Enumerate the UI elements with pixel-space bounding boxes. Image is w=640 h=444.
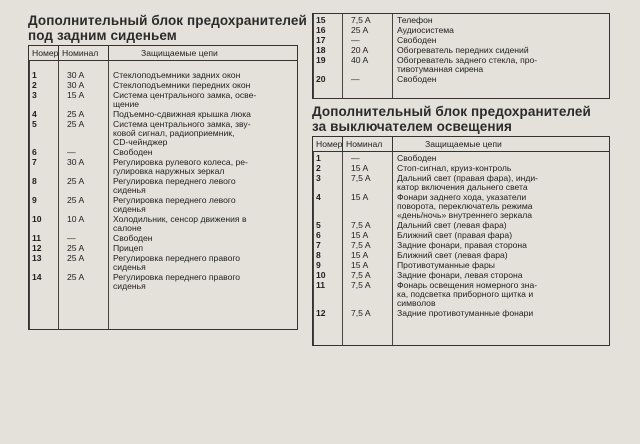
- table-row: [29, 81, 297, 90]
- circuit-line: Свободен: [397, 35, 437, 45]
- circuit-line: катор включения дальнего света: [397, 182, 528, 192]
- fuse-rating: 7,5 A: [351, 15, 371, 25]
- fuse-circuits: [393, 75, 609, 84]
- fuse-rating: 25 A: [67, 195, 85, 205]
- fuse-circuits: [109, 158, 297, 176]
- fuse-number: 5: [316, 220, 321, 230]
- fuse-rating: —: [67, 233, 76, 243]
- fuse-rating: 15 A: [351, 260, 369, 270]
- circuit-line: тивотуманная сирена: [397, 64, 484, 74]
- right-section-title: [312, 104, 612, 134]
- table-row: [313, 251, 609, 260]
- circuit-line: Телефон: [397, 15, 433, 25]
- fuse-circuits: [393, 36, 609, 45]
- fuse-number: 9: [32, 195, 37, 205]
- table-row: [29, 71, 297, 80]
- circuit-line: Аудиосистема: [397, 25, 454, 35]
- fuse-circuits: [109, 81, 297, 90]
- circuit-line: сиденья: [113, 262, 146, 272]
- fuse-circuits: [109, 244, 297, 253]
- circuit-line: гулировка наружных зеркал: [113, 166, 225, 176]
- circuit-line: Регулировка переднего левого: [113, 195, 236, 205]
- fuse-circuits: [393, 26, 609, 35]
- fuse-number: 10: [316, 270, 326, 280]
- table-row: [313, 193, 609, 220]
- table-row: [29, 91, 297, 109]
- circuit-line: Прицеп: [113, 243, 144, 253]
- table-row: [29, 254, 297, 272]
- fuse-rating: —: [351, 74, 360, 84]
- circuit-line: Стеклоподъемники задних окон: [113, 70, 241, 80]
- table-row: [313, 26, 609, 35]
- fuse-circuits: [109, 71, 297, 80]
- circuit-line: сиденья: [113, 185, 146, 195]
- header-rating: Номинал: [59, 46, 109, 60]
- table-row: [29, 120, 297, 147]
- table-row: [313, 261, 609, 270]
- fuse-circuits: [393, 56, 609, 74]
- circuit-line: Ближний свет (левая фара): [397, 250, 508, 260]
- fuse-circuits: [109, 91, 297, 109]
- fuse-circuits: [393, 261, 609, 270]
- circuit-line: Холодильник, сенсор движения в: [113, 214, 247, 224]
- fuse-circuits: [109, 234, 297, 243]
- table-row: [29, 234, 297, 243]
- circuit-line: Дальний свет (левая фара): [397, 220, 507, 230]
- right-table-header: [312, 136, 610, 152]
- circuit-line: Обогреватель заднего стекла, про-: [397, 55, 538, 65]
- table-row: [313, 271, 609, 280]
- fuse-circuits: [393, 46, 609, 55]
- fuse-number: 15: [316, 15, 326, 25]
- header-number: Номер: [313, 137, 343, 151]
- fuse-number: 9: [316, 260, 321, 270]
- circuit-line: Подъемно-сдвижная крышка люка: [113, 109, 251, 119]
- circuit-line: Регулировка переднего правого: [113, 253, 241, 263]
- table-row: [29, 196, 297, 214]
- table-row: [313, 241, 609, 250]
- circuit-line: поворота, переключатель режима: [397, 201, 533, 211]
- right-title-line1: Дополнительный блок предохранителей: [312, 104, 591, 119]
- circuit-line: Задние фонари, правая сторона: [397, 240, 527, 250]
- fuse-number: 6: [32, 147, 37, 157]
- fuse-number: 2: [32, 80, 37, 90]
- circuit-line: символов: [397, 298, 436, 308]
- circuit-line: Фонари заднего хода, указатели: [397, 192, 527, 202]
- fuse-number: 12: [316, 308, 326, 318]
- fuse-rating: 25 A: [67, 109, 85, 119]
- fuse-circuits: [393, 193, 609, 220]
- fuse-number: 7: [32, 157, 37, 167]
- table-row: [29, 215, 297, 233]
- circuit-line: Ближний свет (правая фара): [397, 230, 513, 240]
- table-row: [313, 75, 609, 84]
- fuse-number: 1: [316, 153, 321, 163]
- circuit-line: салоне: [113, 223, 142, 233]
- fuse-circuits: [393, 251, 609, 260]
- circuit-line: Свободен: [113, 233, 153, 243]
- table-row: [29, 177, 297, 195]
- header-rating: Номинал: [343, 137, 393, 151]
- circuit-line: Обогреватель передних сидений: [397, 45, 529, 55]
- fuse-number: 2: [316, 163, 321, 173]
- fuse-circuits: [393, 271, 609, 280]
- fuse-circuits: [393, 309, 609, 318]
- circuit-line: Задние фонари, левая сторона: [397, 270, 523, 280]
- table-row: [313, 56, 609, 74]
- fuse-circuits: [393, 16, 609, 25]
- fuse-rating: 7,5 A: [351, 220, 371, 230]
- circuit-line: Свободен: [113, 147, 153, 157]
- circuit-line: ка, подсветка приборного щитка и: [397, 289, 534, 299]
- fuse-number: 18: [316, 45, 326, 55]
- circuit-line: Система центрального замка, осве-: [113, 90, 257, 100]
- circuit-line: щение: [113, 99, 140, 109]
- header-circuits: Защищаемые цепи: [425, 138, 502, 149]
- circuit-line: Стеклоподъемники передних окон: [113, 80, 251, 90]
- table-row: [29, 148, 297, 157]
- circuit-line: Свободен: [397, 74, 437, 84]
- header-number: Номер: [29, 46, 59, 60]
- circuit-line: Свободен: [397, 153, 437, 163]
- circuit-line: Дальний свет (правая фара), инди-: [397, 173, 539, 183]
- fuse-circuits: [109, 177, 297, 195]
- circuit-line: Противотуманные фары: [397, 260, 495, 270]
- circuit-line: Задние противотуманные фонари: [397, 308, 534, 318]
- fuse-circuits: [109, 120, 297, 147]
- fuse-rating: —: [351, 153, 360, 163]
- fuse-rating: 7,5 A: [351, 173, 371, 183]
- circuit-line: сиденья: [113, 281, 146, 291]
- circuit-line: Регулировка переднего левого: [113, 176, 236, 186]
- fuse-circuits: [393, 164, 609, 173]
- fuse-rating: 15 A: [67, 90, 85, 100]
- table-row: [313, 164, 609, 173]
- fuse-number: 13: [32, 253, 42, 263]
- fuse-number: 19: [316, 55, 326, 65]
- fuse-number: 5: [32, 119, 37, 129]
- circuit-line: Регулировка переднего правого: [113, 272, 241, 282]
- table-row: [313, 46, 609, 55]
- table-row: [29, 244, 297, 253]
- fuse-rating: 25 A: [67, 272, 85, 282]
- fuse-circuits: [393, 281, 609, 308]
- left-title-line1: Дополнительный блок предохранителей: [28, 13, 307, 28]
- fuse-number: 16: [316, 25, 326, 35]
- fuse-rating: 15 A: [351, 230, 369, 240]
- circuit-line: «день/ночь» внутреннего зеркала: [397, 210, 533, 220]
- fuse-circuits: [393, 221, 609, 230]
- fuse-circuits: [109, 215, 297, 233]
- fuse-circuits: [393, 174, 609, 192]
- fuse-rating: —: [351, 35, 360, 45]
- fuse-circuits: [109, 196, 297, 214]
- fuse-number: 14: [32, 272, 42, 282]
- fuse-circuits: [109, 110, 297, 119]
- fuse-rating: 15 A: [351, 250, 369, 260]
- circuit-line: сиденья: [113, 204, 146, 214]
- fuse-circuits: [393, 154, 609, 163]
- table-row: [313, 309, 609, 318]
- table-row: [313, 16, 609, 25]
- fuse-rating: 25 A: [67, 253, 85, 263]
- table-row: [313, 36, 609, 45]
- fuse-rating: 25 A: [67, 176, 85, 186]
- right-table-body: [312, 152, 610, 346]
- circuit-line: ковой сигнал, радиоприемник,: [113, 128, 235, 138]
- fuse-number: 20: [316, 74, 326, 84]
- continued-table-body: [312, 13, 610, 99]
- fuse-number: 4: [316, 192, 321, 202]
- fuse-number: 7: [316, 240, 321, 250]
- fuse-rating: 25 A: [67, 119, 85, 129]
- fuse-number: 17: [316, 35, 326, 45]
- table-row: [313, 231, 609, 240]
- fuse-number: 3: [32, 90, 37, 100]
- table-row: [313, 174, 609, 192]
- fuse-circuits: [393, 241, 609, 250]
- circuit-line: Фонарь освещения номерного зна-: [397, 280, 538, 290]
- fuse-circuits: [109, 273, 297, 291]
- header-circuits: Защищаемые цепи: [141, 47, 218, 58]
- table-row: [29, 110, 297, 119]
- left-section-title: [28, 13, 308, 43]
- right-fuse-table: [312, 136, 610, 346]
- right-title-line2: за выключателем освещения: [312, 119, 512, 134]
- fuse-rating: 7,5 A: [351, 240, 371, 250]
- left-fuse-table: [28, 45, 298, 330]
- fuse-circuits: [393, 231, 609, 240]
- fuse-rating: 25 A: [67, 243, 85, 253]
- fuse-rating: 25 A: [351, 25, 369, 35]
- fuse-number: 11: [32, 233, 42, 243]
- fuse-number: 8: [32, 176, 37, 186]
- fuse-number: 3: [316, 173, 321, 183]
- fuse-rating: 15 A: [351, 192, 369, 202]
- fuse-rating: 7,5 A: [351, 280, 371, 290]
- fuse-rating: —: [67, 147, 76, 157]
- fuse-circuits: [109, 254, 297, 272]
- fuse-number: 11: [316, 280, 326, 290]
- fuse-number: 8: [316, 250, 321, 260]
- table-row: [313, 221, 609, 230]
- fuse-rating: 30 A: [67, 80, 85, 90]
- fuse-rating: 7,5 A: [351, 270, 371, 280]
- table-row: [29, 158, 297, 176]
- fuse-number: 10: [32, 214, 42, 224]
- fuse-circuits: [109, 148, 297, 157]
- fuse-number: 1: [32, 70, 37, 80]
- fuse-number: 12: [32, 243, 42, 253]
- circuit-line: Стоп-сигнал, круиз-контроль: [397, 163, 512, 173]
- circuit-line: CD-чейнджер: [113, 137, 168, 147]
- left-title-line2: под задним сиденьем: [28, 28, 177, 43]
- circuit-line: Система центрального замка, зву-: [113, 119, 251, 129]
- fuse-rating: 15 A: [351, 163, 369, 173]
- left-table-body: [28, 61, 298, 330]
- circuit-line: Регулировка рулевого колеса, ре-: [113, 157, 248, 167]
- table-row: [313, 281, 609, 308]
- fuse-rating: 10 A: [67, 214, 85, 224]
- fuse-number: 6: [316, 230, 321, 240]
- fuse-rating: 30 A: [67, 70, 85, 80]
- continued-fuse-table: [312, 13, 610, 99]
- fuse-rating: 40 A: [351, 55, 369, 65]
- fuse-rating: 7,5 A: [351, 308, 371, 318]
- table-row: [29, 273, 297, 291]
- fuse-rating: 20 A: [351, 45, 369, 55]
- table-row: [313, 154, 609, 163]
- fuse-rating: 30 A: [67, 157, 85, 167]
- fuse-number: 4: [32, 109, 37, 119]
- left-table-header: [28, 45, 298, 61]
